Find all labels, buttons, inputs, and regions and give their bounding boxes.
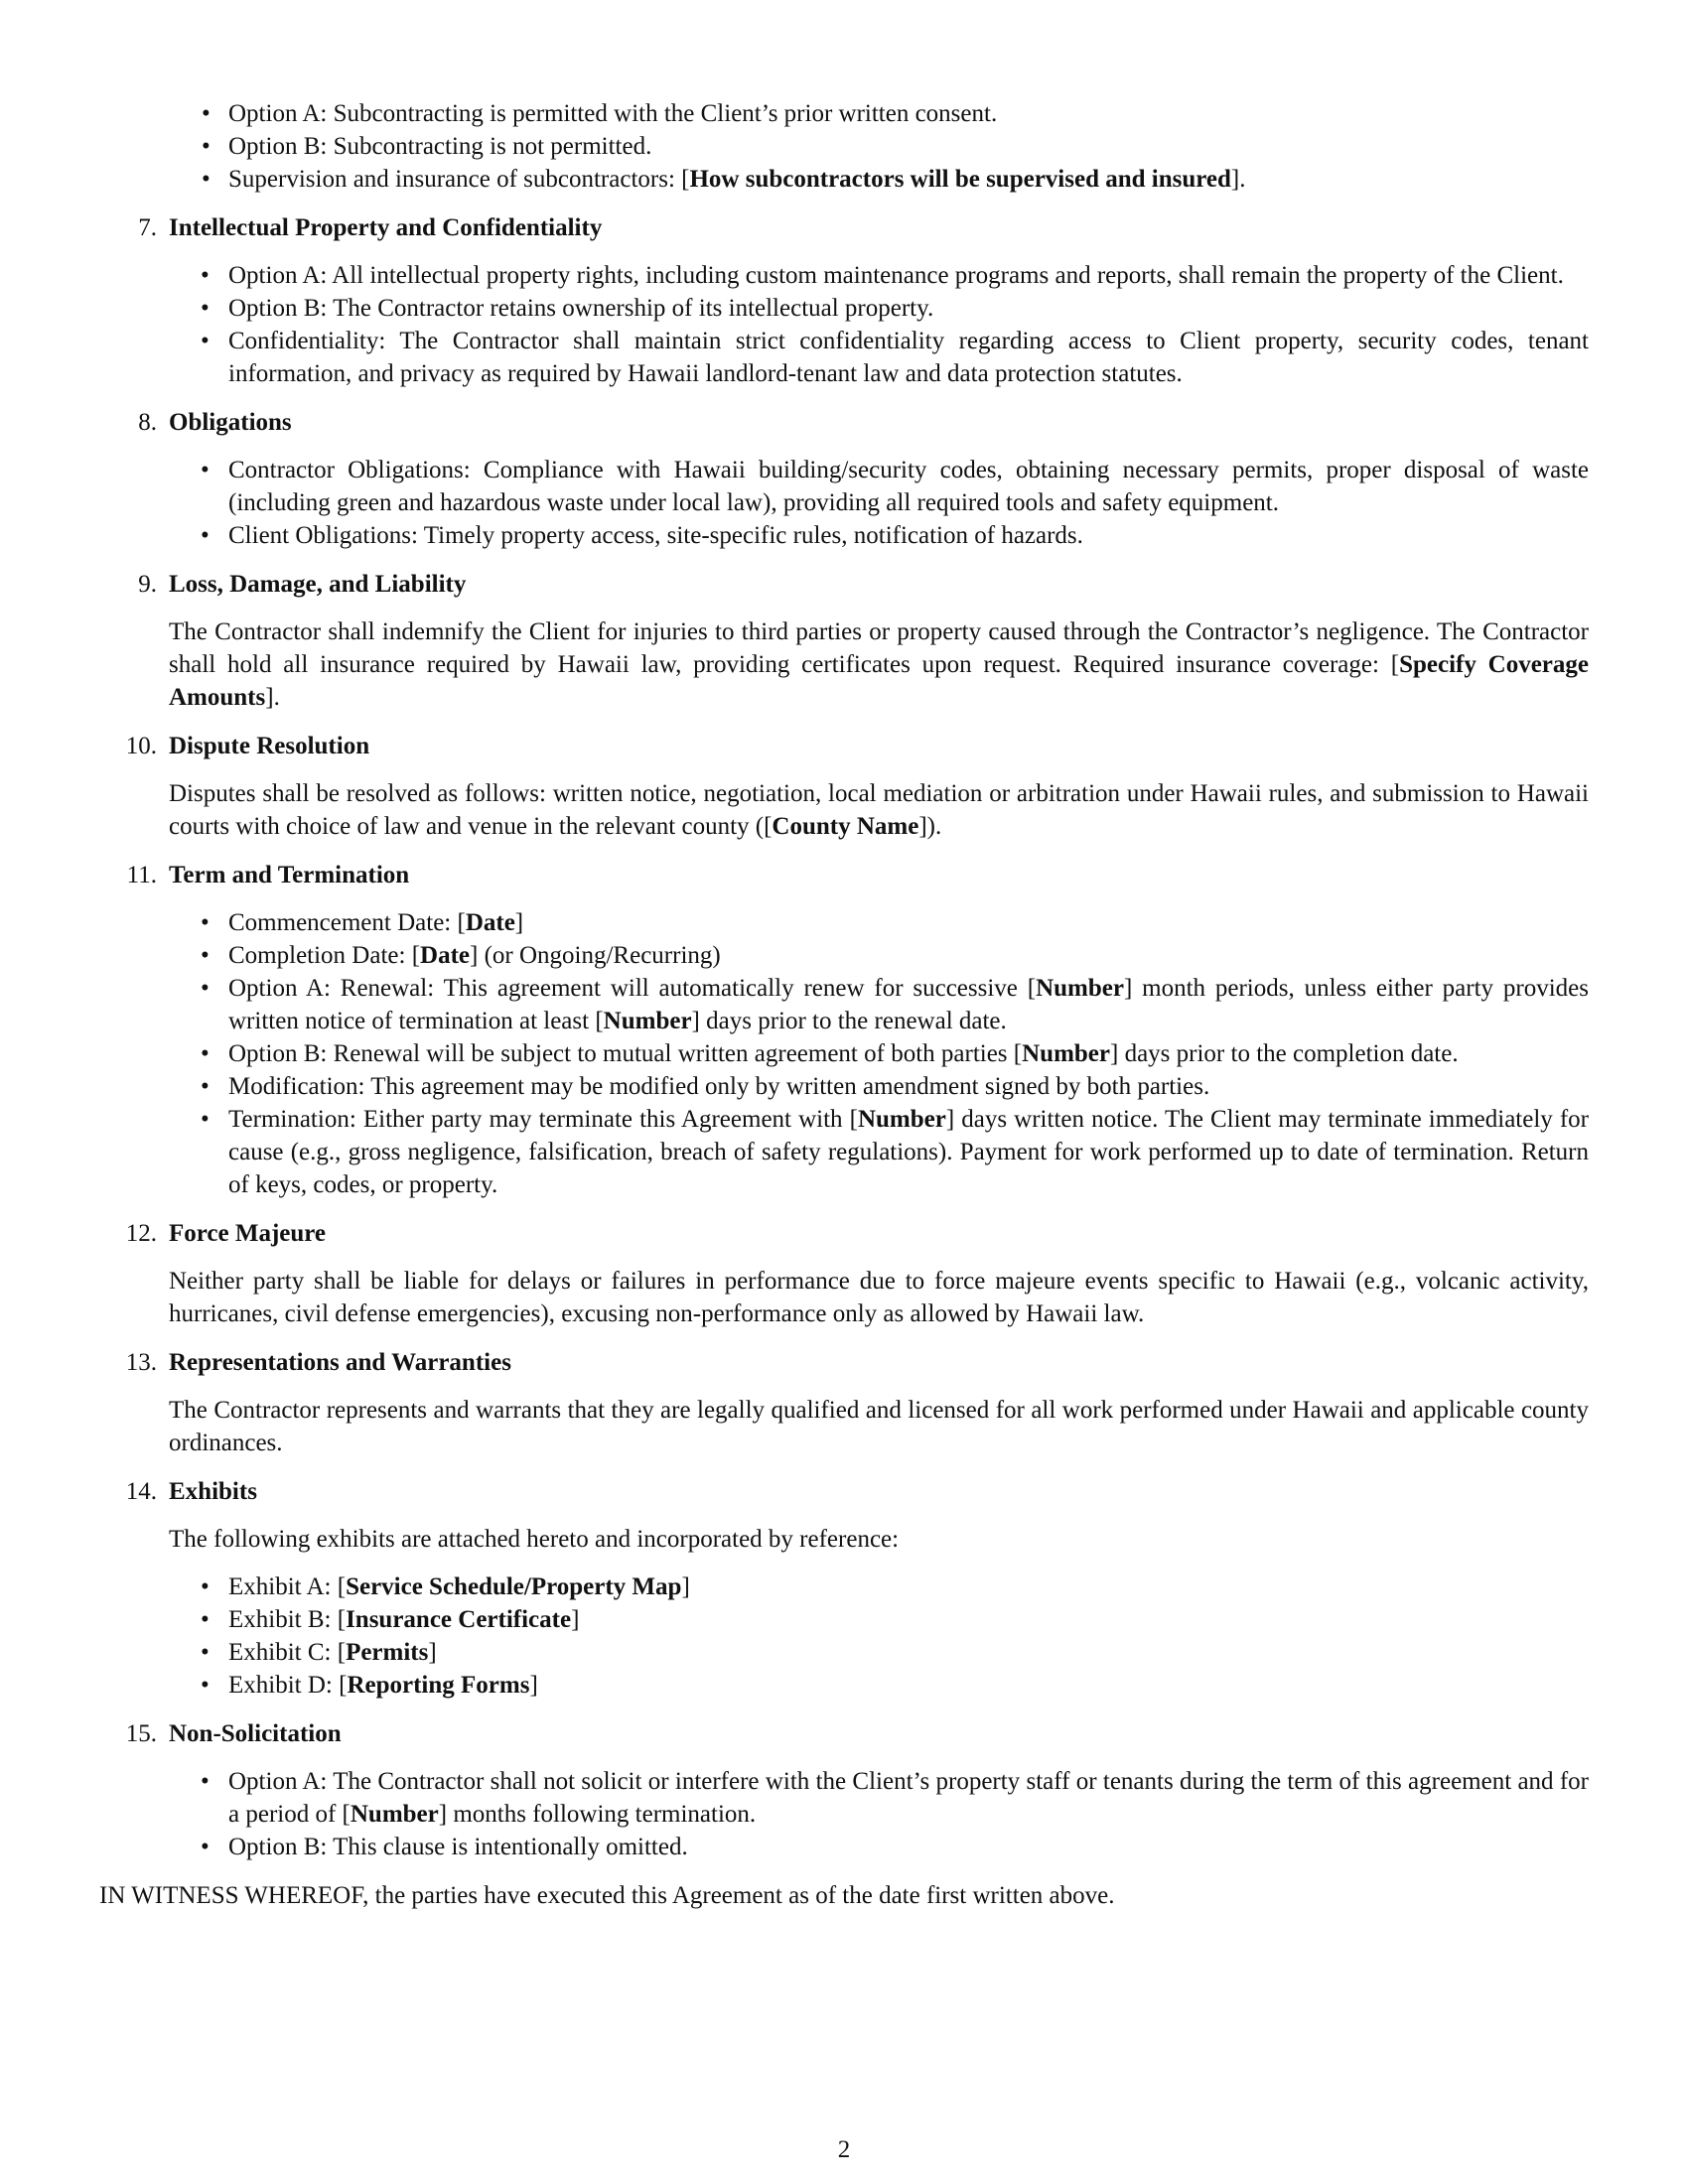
- list-item: • Option A: Renewal: This agreement will automatically renew for successive [Number] month periods, unless either party provides written notice of termination at least [Number] days prior to the renewal date.: [169, 972, 1589, 1037]
- placeholder-field: Date: [420, 942, 471, 969]
- section-heading: [125, 1475, 1589, 1508]
- section-10: [99, 730, 1589, 843]
- section-paragraph: The Contractor represents and warrants that they are legally qualified and licensed for all work performed under Hawaii and applicable county ordinances.: [169, 1397, 1589, 1456]
- section-11: [99, 859, 1589, 1201]
- list-item: • Option B: The Contractor retains ownership of its intellectual property.: [169, 292, 1589, 325]
- placeholder-field: County Name: [772, 813, 919, 840]
- section-list: [169, 1765, 1589, 1863]
- section-title: Obligations: [169, 409, 292, 436]
- list-item: • Exhibit A: [Service Schedule/Property Map]: [169, 1570, 1589, 1603]
- section-heading: [125, 1717, 1589, 1750]
- section-title: Force Majeure: [169, 1220, 327, 1247]
- list-item: • Option A: Subcontracting is permitted with the Client’s prior written consent.: [99, 97, 1589, 130]
- placeholder-field: Permits: [346, 1639, 429, 1666]
- witness-statement: IN WITNESS WHEREOF, the parties have executed this Agreement as of the date first written above.: [99, 1882, 1115, 1909]
- section-8: [99, 406, 1589, 552]
- list-item: • Exhibit B: [Insurance Certificate]: [169, 1603, 1589, 1636]
- list-item: • Termination: Either party may terminate this Agreement with [Number] days written notice. The Client may terminate immediately for cause (e.g., gross negligence, falsification, breach of safety regulations). Payment for work performed up to date of termination. Return of keys, codes, or property.: [169, 1103, 1589, 1201]
- section-number: 15.: [125, 1720, 157, 1747]
- section-number: 11.: [126, 862, 157, 888]
- placeholder-field: Reporting Forms: [347, 1672, 530, 1699]
- list-item: • Option B: Renewal will be subject to mutual written agreement of both parties [Number] days prior to the completion date.: [169, 1037, 1589, 1070]
- section-title: Exhibits: [169, 1478, 257, 1505]
- list-item: • Contractor Obligations: Compliance with Hawaii building/security codes, obtaining necessary permits, proper disposal of waste (including green and hazardous waste under local law), providing all required tools and safety equipment.: [169, 454, 1589, 519]
- section-title: Dispute Resolution: [169, 733, 370, 759]
- section-title: Loss, Damage, and Liability: [169, 571, 467, 598]
- section-number: 14.: [125, 1478, 157, 1505]
- section-number: 12.: [125, 1220, 157, 1247]
- section-list: [169, 906, 1589, 1201]
- section-14: [99, 1475, 1589, 1702]
- list-item: • Option A: All intellectual property rights, including custom maintenance programs and reports, shall remain the property of the Client.: [169, 259, 1589, 292]
- section-title: Representations and Warranties: [169, 1349, 511, 1376]
- section-15: [99, 1717, 1589, 1863]
- section-title: Intellectual Property and Confidentiality: [169, 214, 603, 241]
- section-number: 8.: [138, 409, 157, 436]
- placeholder-field: Number: [1022, 1040, 1110, 1067]
- document-page: [99, 97, 1589, 1912]
- placeholder-field: Number: [603, 1008, 692, 1034]
- section-heading: [138, 568, 1589, 601]
- section-heading: [138, 406, 1589, 439]
- section-12: [99, 1217, 1589, 1330]
- placeholder-field: Insurance Certificate: [346, 1606, 572, 1633]
- section-number: 10.: [125, 733, 157, 759]
- section-title: Non-Solicitation: [169, 1720, 342, 1747]
- list-item: • Exhibit C: [Permits]: [169, 1636, 1589, 1669]
- section-paragraph: Neither party shall be liable for delays or failures in performance due to force majeure events specific to Hawaii (e.g., volcanic activity, hurricanes, civil defense emergencies), excusing non-performance only as allowed by Hawaii law.: [169, 1268, 1589, 1327]
- placeholder-field: Service Schedule/Property Map: [346, 1573, 682, 1600]
- placeholder-field: Date: [465, 909, 515, 936]
- placeholder-field: Number: [857, 1106, 946, 1133]
- section-heading: [138, 211, 1589, 244]
- list-item: • Commencement Date: [Date]: [169, 906, 1589, 939]
- section-heading: [125, 730, 1589, 762]
- section-paragraph: Disputes shall be resolved as follows: written notice, negotiation, local mediation or arbitration under Hawaii rules, and submission to Hawaii courts with choice of law and venue in the relevant county ([County Name]).: [169, 780, 1589, 840]
- list-item: • Exhibit D: [Reporting Forms]: [169, 1669, 1589, 1702]
- placeholder-field: Number: [350, 1801, 439, 1828]
- exhibits-list: [169, 1570, 1589, 1702]
- subcontracting-options-list: [99, 97, 1589, 196]
- list-item: • Confidentiality: The Contractor shall maintain strict confidentiality regarding access to Client property, security codes, tenant information, and privacy as required by Hawaii landlord-tenant law and data protection statutes.: [169, 325, 1589, 390]
- list-item: • Modification: This agreement may be modified only by written amendment signed by both parties.: [169, 1070, 1589, 1103]
- placeholder-field: Number: [1036, 975, 1124, 1002]
- page-number: 2: [837, 2136, 851, 2163]
- section-paragraph: The Contractor shall indemnify the Client for injuries to third parties or property caused through the Contractor’s negligence. The Contractor shall hold all insurance required by Hawaii law, providing certificates upon request. Required insurance coverage: [Specify Coverage Amounts].: [169, 618, 1589, 711]
- section-7: [99, 211, 1589, 390]
- section-number: 13.: [125, 1349, 157, 1376]
- section-13: [99, 1346, 1589, 1459]
- section-list: [169, 454, 1589, 552]
- section-number: 9.: [138, 571, 157, 598]
- placeholder-field: How subcontractors will be supervised and insured: [689, 166, 1231, 193]
- section-title: Term and Termination: [169, 862, 410, 888]
- section-number: 7.: [138, 214, 157, 241]
- list-item: • Supervision and insurance of subcontractors: [How subcontractors will be supervised and insured].: [99, 163, 1589, 196]
- list-item: • Option B: Subcontracting is not permitted.: [99, 130, 1589, 163]
- section-9: [99, 568, 1589, 714]
- list-item: • Option A: The Contractor shall not solicit or interfere with the Client’s property staff or tenants during the term of this agreement and for a period of [Number] months following termination.: [169, 1765, 1589, 1831]
- section-paragraph: The following exhibits are attached hereto and incorporated by reference:: [169, 1526, 900, 1553]
- list-item: • Option B: This clause is intentionally omitted.: [169, 1831, 1589, 1863]
- section-heading: [126, 859, 1589, 891]
- section-heading: [125, 1217, 1589, 1250]
- section-list: [169, 259, 1589, 390]
- placeholder-field: Specify Coverage Amounts: [169, 651, 1589, 711]
- list-item: • Completion Date: [Date] (or Ongoing/Recurring): [169, 939, 1589, 972]
- section-heading: [125, 1346, 1589, 1379]
- list-item: • Client Obligations: Timely property access, site-specific rules, notification of hazards.: [169, 519, 1589, 552]
